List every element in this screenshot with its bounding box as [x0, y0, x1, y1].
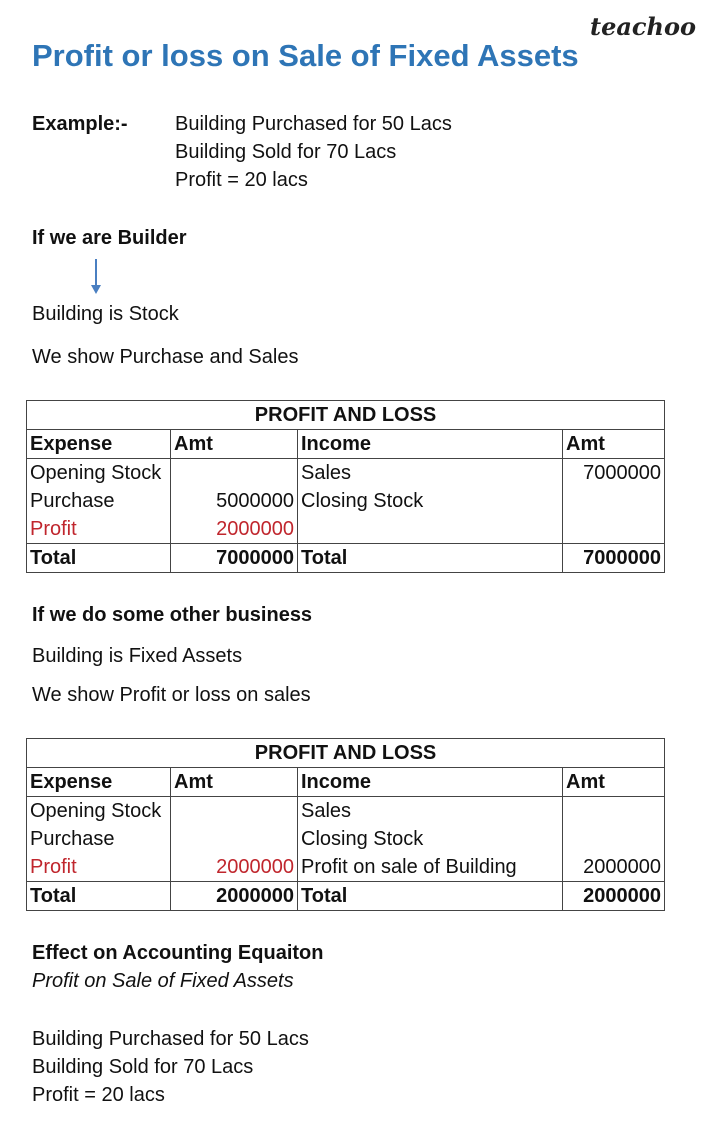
brand-logo: teachoo [590, 12, 696, 41]
table-cell: 7000000 [563, 544, 665, 573]
table-row [27, 797, 665, 826]
table-cell: Profit [27, 515, 171, 544]
column-header: Amt [563, 430, 665, 459]
builder-line-2: We show Purchase and Sales [32, 346, 299, 368]
table-cell: Purchase [27, 487, 171, 515]
table-cell: 2000000 [171, 853, 298, 882]
builder-line-1: Building is Stock [32, 303, 179, 325]
table-cell [563, 487, 665, 515]
table-cell: Sales [298, 797, 563, 826]
table-caption: PROFIT AND LOSS [27, 401, 665, 430]
effect-line-3: Profit = 20 lacs [32, 1084, 165, 1106]
table-caption: PROFIT AND LOSS [27, 739, 665, 768]
table-cell: Total [298, 544, 563, 573]
table-cell: 7000000 [171, 544, 298, 573]
example-line-3: Profit = 20 lacs [175, 169, 308, 191]
table-row [27, 853, 665, 882]
example-line-2: Building Sold for 70 Lacs [175, 141, 397, 163]
table-cell: Opening Stock [27, 459, 171, 488]
table-cell [171, 825, 298, 853]
column-header: Expense [27, 768, 171, 797]
table-cell: 5000000 [171, 487, 298, 515]
table-cell: Purchase [27, 825, 171, 853]
profit-loss-table-builder [26, 400, 665, 573]
page-title: Profit or loss on Sale of Fixed Assets [32, 38, 579, 73]
table-cell: 2000000 [563, 882, 665, 911]
table-row [27, 487, 665, 515]
effect-subheading: Profit on Sale of Fixed Assets [32, 970, 294, 992]
effect-line-1: Building Purchased for 50 Lacs [32, 1028, 309, 1050]
table-cell: Total [27, 544, 171, 573]
table-cell [563, 825, 665, 853]
example-label: Example:- [32, 113, 128, 135]
table-cell [171, 797, 298, 826]
table-cell: 2000000 [171, 882, 298, 911]
table-cell: Sales [298, 459, 563, 488]
table-cell: Total [298, 882, 563, 911]
down-arrow-icon [88, 258, 104, 296]
effect-line-2: Building Sold for 70 Lacs [32, 1056, 254, 1078]
table-cell: 7000000 [563, 459, 665, 488]
column-header: Income [298, 430, 563, 459]
table-cell: Profit [27, 853, 171, 882]
table-cell: Closing Stock [298, 487, 563, 515]
builder-heading: If we are Builder [32, 227, 187, 249]
table-cell: 2000000 [171, 515, 298, 544]
table-cell: Closing Stock [298, 825, 563, 853]
table-cell [171, 459, 298, 488]
table-total-row [27, 882, 665, 911]
other-line-1: Building is Fixed Assets [32, 645, 243, 667]
table-cell: Profit on sale of Building [298, 853, 563, 882]
table-row [27, 515, 665, 544]
table-cell: Total [27, 882, 171, 911]
column-header: Amt [563, 768, 665, 797]
effect-heading: Effect on Accounting Equaiton [32, 942, 324, 964]
table-cell [563, 515, 665, 544]
profit-loss-table-other [26, 738, 665, 911]
column-header: Amt [171, 430, 298, 459]
column-header: Amt [171, 768, 298, 797]
table-row [27, 459, 665, 488]
other-line-2: We show Profit or loss on sales [32, 684, 311, 706]
table-cell [563, 797, 665, 826]
column-header: Income [298, 768, 563, 797]
table-row [27, 825, 665, 853]
column-header: Expense [27, 430, 171, 459]
table-cell [298, 515, 563, 544]
example-line-1: Building Purchased for 50 Lacs [175, 113, 452, 135]
table-cell: 2000000 [563, 853, 665, 882]
other-heading: If we do some other business [32, 604, 313, 626]
table-total-row [27, 544, 665, 573]
table-cell: Opening Stock [27, 797, 171, 826]
